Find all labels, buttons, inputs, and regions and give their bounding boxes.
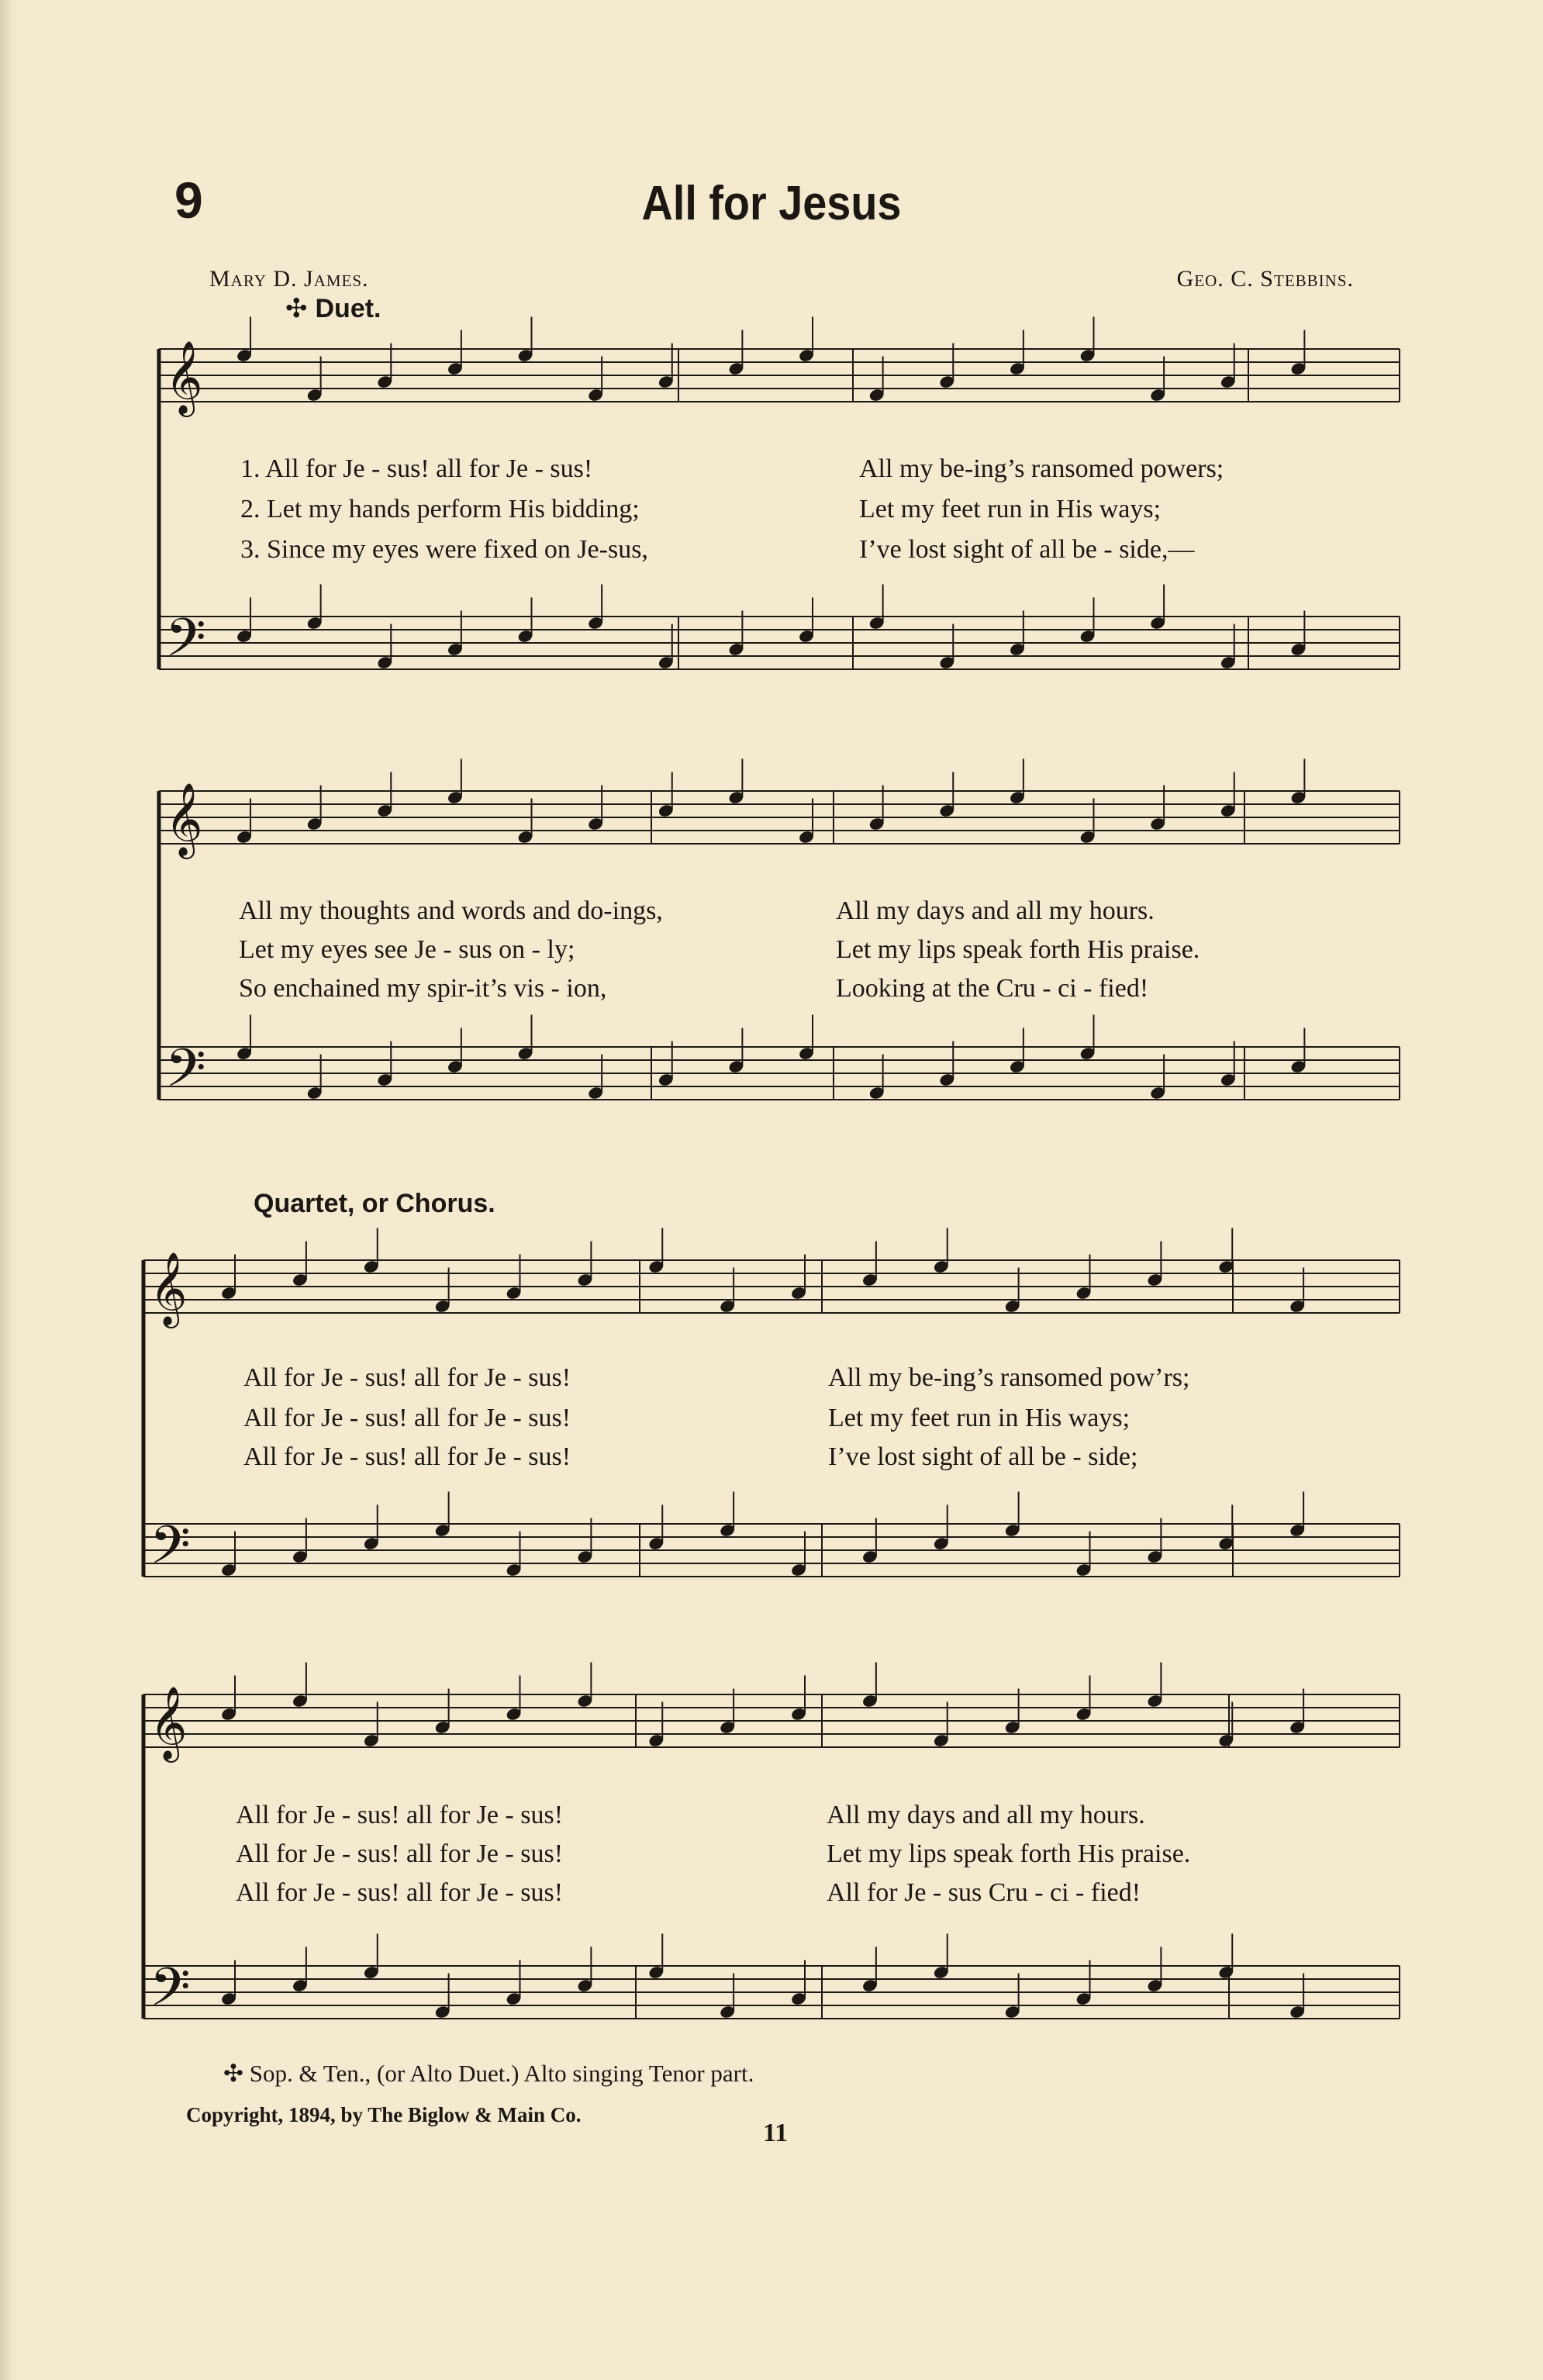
lyric-s2-v1-a: All my thoughts and words and do-ings, — [239, 896, 663, 925]
lyric-s2-v2-b: Let my lips speak forth His praise. — [836, 935, 1200, 964]
chorus-label: Quartet, or Chorus. — [254, 1189, 495, 1218]
bass-clef-icon-s2: 𝄢 — [165, 1038, 206, 1112]
lyric-s1-v2-a: 2. Let my hands perform His bidding; — [240, 495, 640, 523]
lyric-s4-v1-b: All my days and all my hours. — [827, 1801, 1145, 1829]
lyric-s2-v3-a: So enchained my spir-it’s vis - ion, — [239, 974, 607, 1003]
lyric-s4-v3-a: All for Je - sus! all for Je - sus! — [236, 1878, 564, 1907]
lyric-s4-v3-b: All for Je - sus Cru - ci - fied! — [827, 1878, 1141, 1907]
treble-clef-icon-s3: 𝄞 — [150, 1252, 188, 1325]
bass-clef-icon-s1: 𝄢 — [165, 608, 206, 682]
bass-clef-icon-s4: 𝄢 — [150, 1957, 191, 2031]
copyright: Copyright, 1894, by The Biglow & Main Co. — [186, 2103, 582, 2126]
lyricist-credit: Mary D. James. — [209, 266, 369, 292]
lyric-s3-v1-b: All my be-ing’s ransomed pow’rs; — [828, 1363, 1190, 1392]
hymn-number: 9 — [174, 171, 203, 229]
lyric-s1-v1-a: 1. All for Je - sus! all for Je - sus! — [240, 454, 593, 483]
lyric-s4-v2-a: All for Je - sus! all for Je - sus! — [236, 1839, 564, 1868]
lyric-s1-v3-b: I’ve lost sight of all be - side,— — [859, 535, 1195, 564]
lyric-s2-v3-b: Looking at the Cru - ci - fied! — [836, 974, 1149, 1003]
lyric-s4-v1-a: All for Je - sus! all for Je - sus! — [236, 1801, 564, 1829]
lyric-s1-v1-b: All my be-ing’s ransomed powers; — [859, 454, 1224, 483]
lyric-s4-v2-b: Let my lips speak forth His praise. — [827, 1839, 1191, 1868]
composer-credit: Geo. C. Stebbins. — [1176, 266, 1354, 292]
treble-clef-icon-s2: 𝄞 — [165, 782, 203, 856]
bass-clef-icon-s3: 𝄢 — [150, 1515, 191, 1589]
hymn-title: All for Jesus — [641, 177, 902, 230]
lyric-s3-v2-a: All for Je - sus! all for Je - sus! — [243, 1404, 571, 1432]
lyric-s1-v3-a: 3. Since my eyes were fixed on Je-sus, — [240, 535, 648, 564]
treble-clef-icon-s1: 𝄞 — [165, 340, 203, 414]
lyric-s2-v1-b: All my days and all my hours. — [836, 896, 1155, 925]
lyric-s1-v2-b: Let my feet run in His ways; — [859, 495, 1162, 523]
lyric-s3-v2-b: Let my feet run in His ways; — [828, 1404, 1130, 1432]
duet-label-text: Duet. — [315, 294, 381, 323]
duet-footnote-mark: ✣ — [285, 294, 308, 323]
lyric-s3-v3-b: I’ve lost sight of all be - side; — [828, 1442, 1138, 1471]
lyric-s2-v2-a: Let my eyes see Je - sus on - ly; — [239, 935, 575, 964]
lyric-s3-v1-a: All for Je - sus! all for Je - sus! — [243, 1363, 571, 1392]
footnote: ✣ Sop. & Ten., (or Alto Duet.) Alto singing Tenor part. — [223, 2060, 754, 2087]
lyric-s3-v3-a: All for Je - sus! all for Je - sus! — [243, 1442, 571, 1471]
page-number: 11 — [763, 2119, 789, 2147]
treble-clef-icon-s4: 𝄞 — [150, 1686, 188, 1760]
